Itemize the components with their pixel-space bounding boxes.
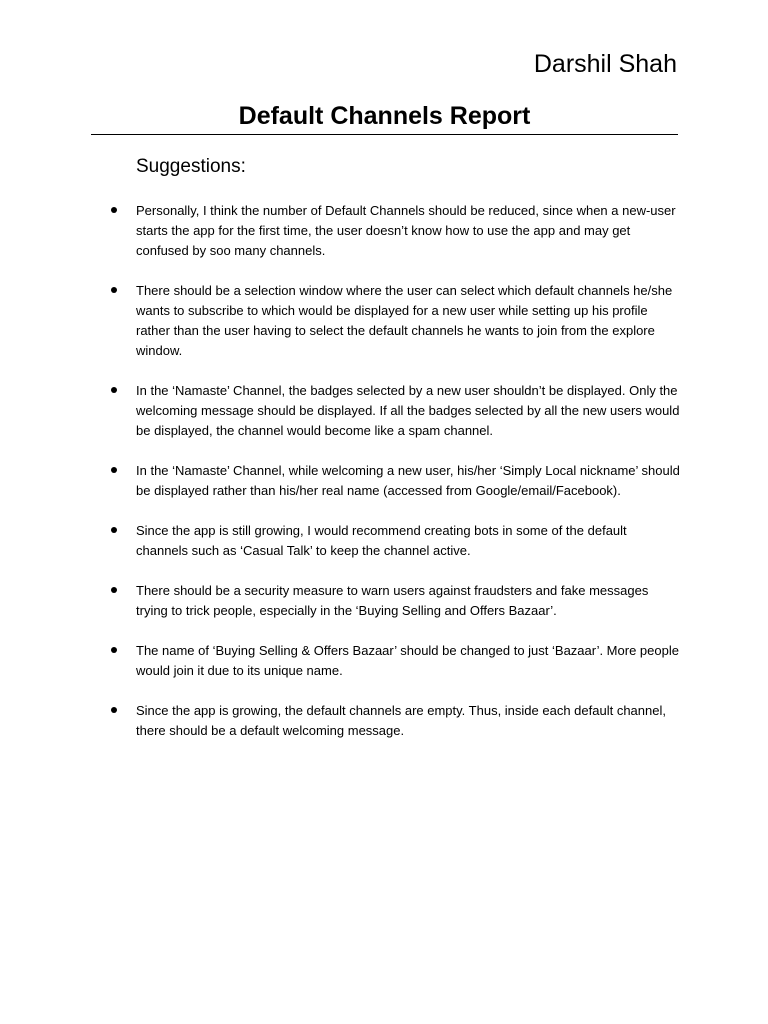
bullet-icon	[111, 647, 117, 653]
bullet-icon	[111, 287, 117, 293]
author-name: Darshil Shah	[533, 50, 677, 78]
list-item	[0, 581, 768, 621]
bullet-icon	[111, 707, 117, 713]
bullet-icon	[111, 387, 117, 393]
list-item	[0, 201, 768, 261]
document-title: Default Channels Report	[238, 102, 531, 130]
suggestion-text: There should be a selection window where the user can select which default channels he/she wants to subscribe to which would be displayed for a new user while setting up his profile rather than the user having to select the default channels he wants to join from the explore window.	[136, 283, 673, 358]
suggestion-text: The name of ‘Buying Selling & Offers Bazaar’ should be changed to just ‘Bazaar’. More people would join it due to its unique name.	[136, 643, 679, 678]
list-item	[0, 461, 768, 501]
suggestion-text: In the ‘Namaste’ Channel, the badges selected by a new user shouldn’t be displayed. Only the welcoming message should be displayed. If all the badges selected by all the new users would be displayed, the channel would become like a spam channel.	[136, 383, 680, 438]
list-item	[0, 701, 768, 741]
suggestions-list	[0, 201, 768, 761]
suggestion-text: Since the app is still growing, I would recommend creating bots in some of the default channels such as ‘Casual Talk’ to keep the channel active.	[136, 523, 627, 558]
bullet-icon	[111, 467, 117, 473]
bullet-icon	[111, 587, 117, 593]
bullet-icon	[111, 527, 117, 533]
title-divider	[91, 134, 678, 135]
bullet-icon	[111, 207, 117, 213]
suggestion-text: In the ‘Namaste’ Channel, while welcoming a new user, his/her ‘Simply Local nickname’ should be displayed rather than his/her real name (accessed from Google/email/Facebook).	[136, 463, 680, 498]
suggestion-text: Since the app is growing, the default channels are empty. Thus, inside each default channel, there should be a default welcoming message.	[136, 703, 666, 738]
list-item	[0, 521, 768, 561]
suggestion-text: There should be a security measure to warn users against fraudsters and fake messages trying to trick people, especially in the ‘Buying Selling and Offers Bazaar’.	[136, 583, 649, 618]
list-item	[0, 381, 768, 441]
section-heading: Suggestions:	[136, 156, 246, 177]
list-item	[0, 281, 768, 361]
list-item	[0, 641, 768, 681]
suggestion-text: Personally, I think the number of Default Channels should be reduced, since when a new-user starts the app for the first time, the user doesn’t know how to use the app and may get confused by soo many channels.	[136, 203, 676, 258]
